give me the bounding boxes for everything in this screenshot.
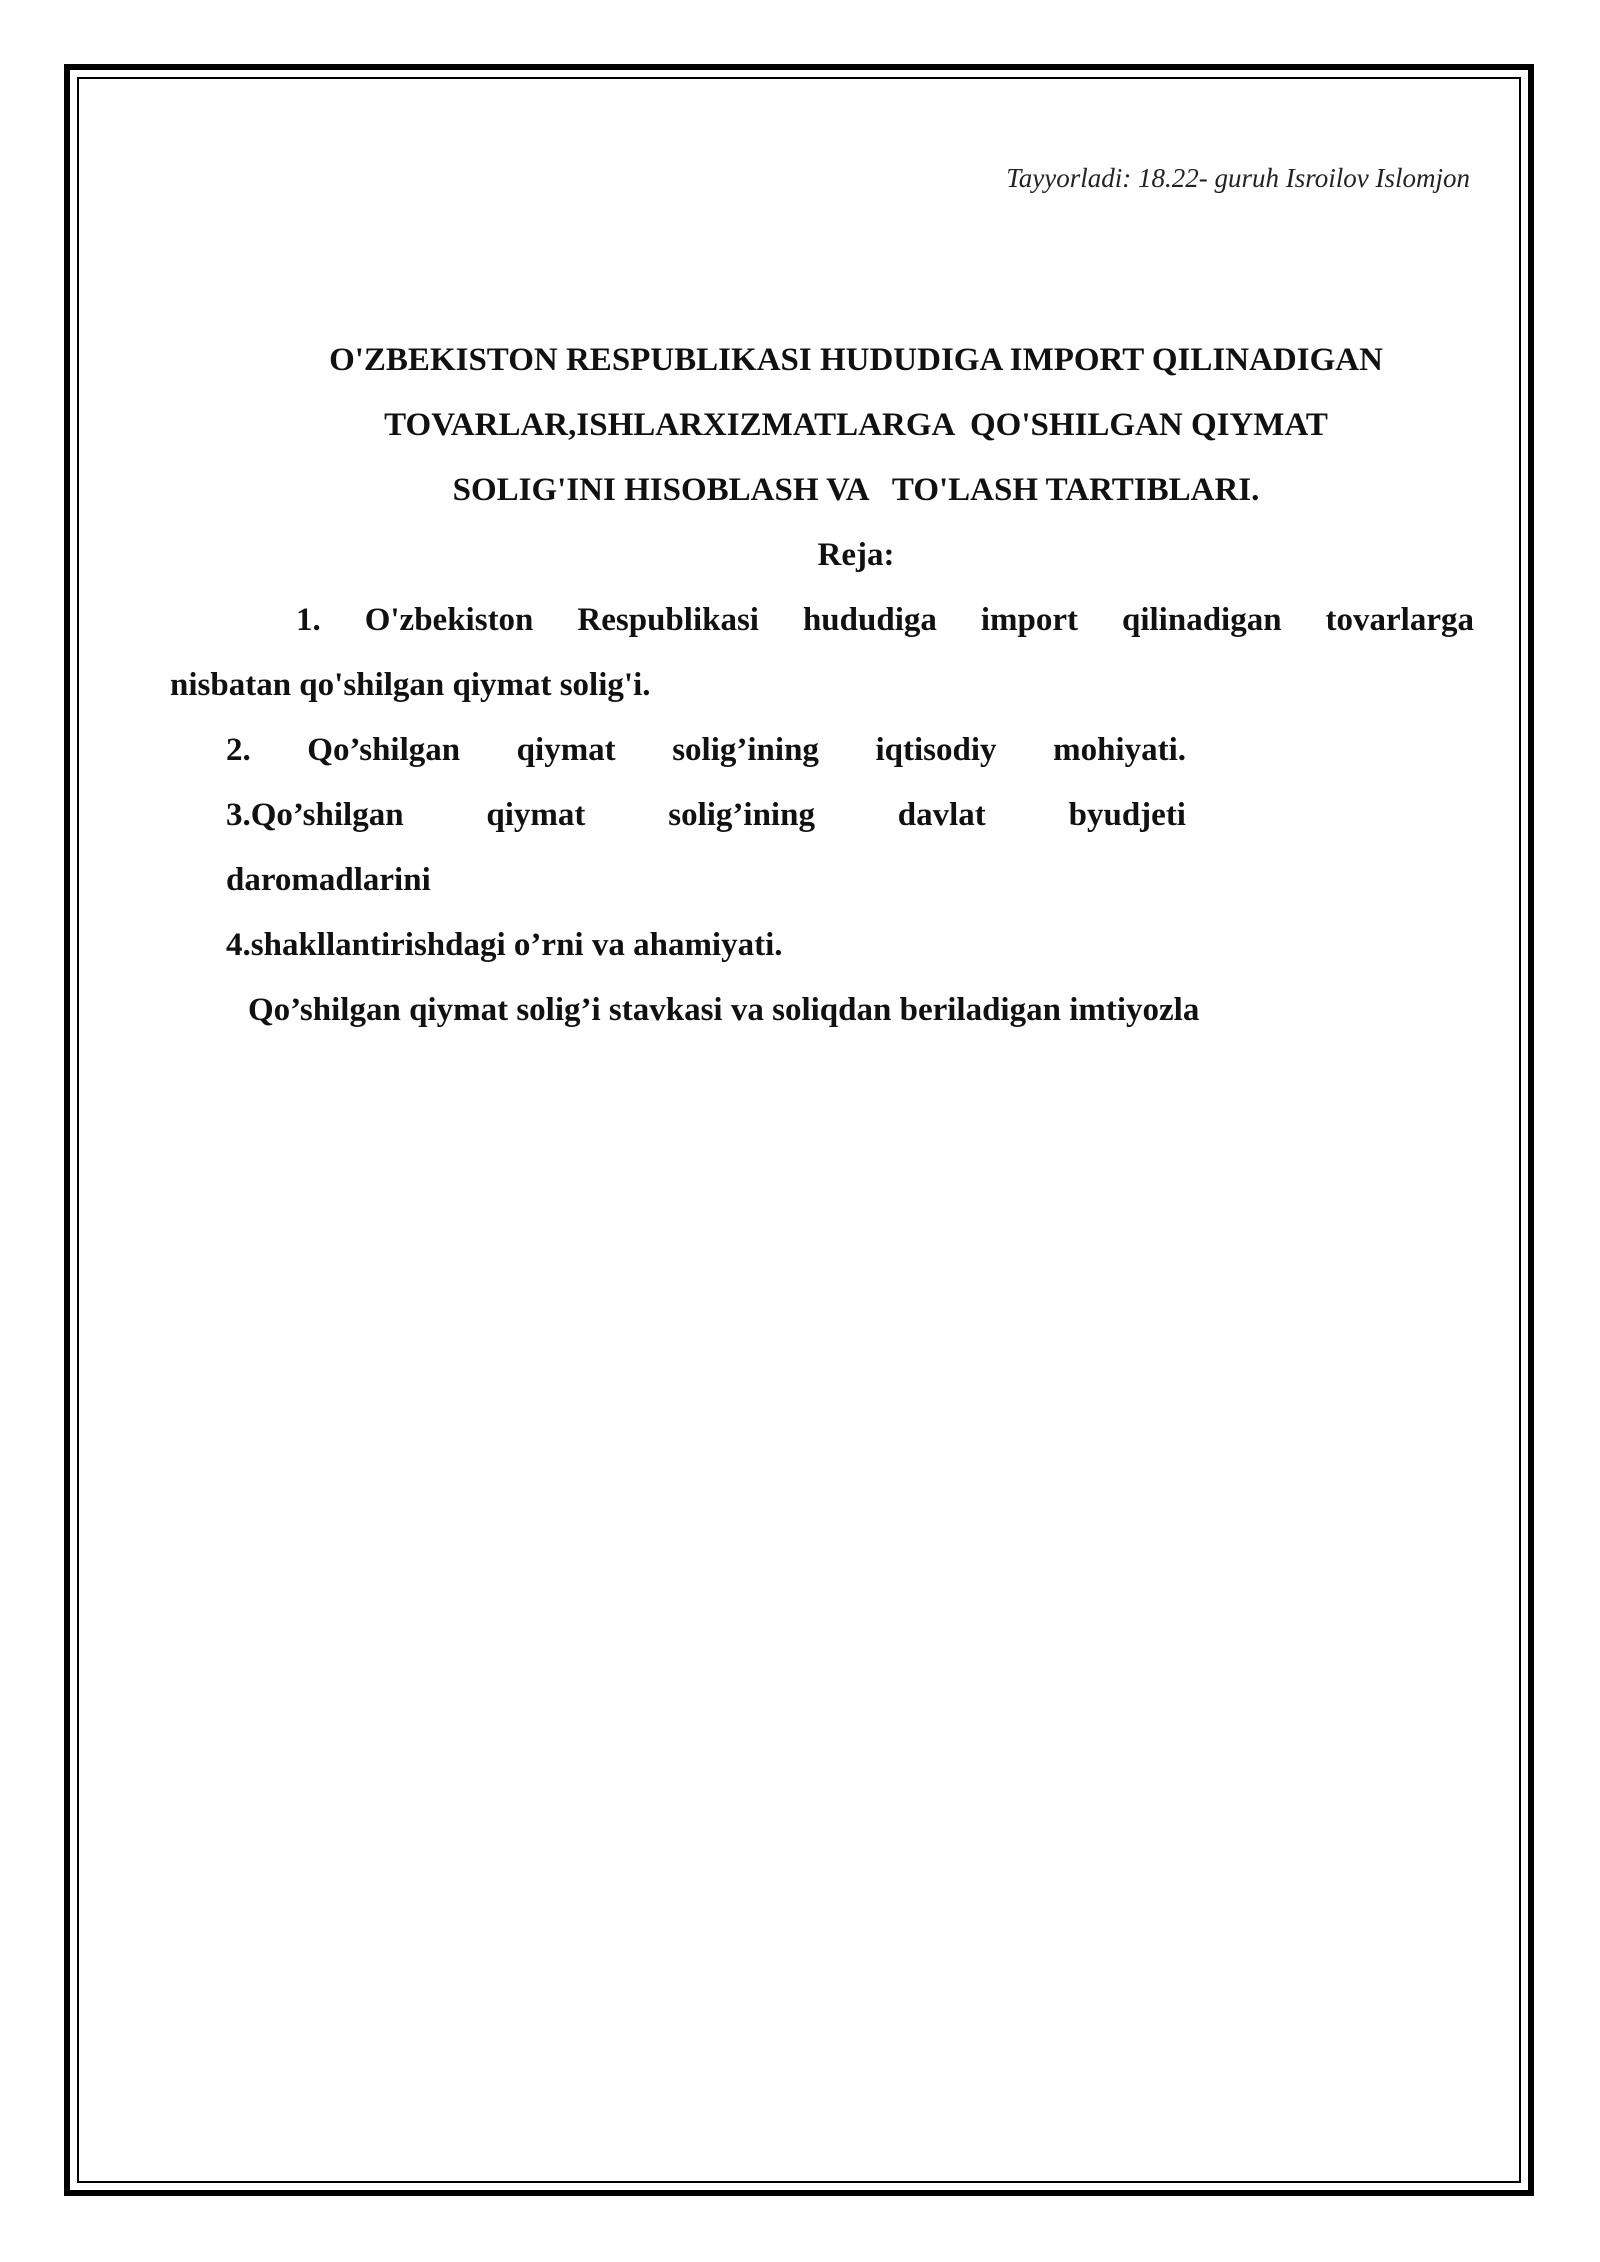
page-border-inner <box>77 77 1521 2183</box>
plan-item-1-word: tovarlarga <box>1325 602 1474 638</box>
plan-item-1-word: import <box>980 602 1079 638</box>
plan-item-1-word: Respublikasi <box>577 602 759 638</box>
plan-item-3-word: solig’ining <box>668 797 815 833</box>
plan-item-1-word: qilinadigan <box>1121 602 1282 638</box>
plan-item-3-word: davlat <box>897 797 986 833</box>
plan-item-1-word: hududiga <box>802 602 937 638</box>
plan-item-2 <box>226 732 1186 769</box>
plan-item-1-word: O'zbekiston <box>364 602 534 638</box>
plan-item-1-continuation: nisbatan qo'shilgan qiymat solig'i. <box>170 667 651 703</box>
title-line-2: TOVARLAR,ISHLARXIZMATLARGA QO'SHILGAN QIYMAT <box>384 407 1328 443</box>
plan-item-4: 4.shakllantirishdagi o’rni va ahamiyati. <box>226 927 783 963</box>
author-note: Tayyorladi: 18.22- guruh Isroilov Islomjon <box>1006 163 1470 193</box>
plan-item-1 <box>296 602 1474 639</box>
plan-item-3-word: byudjeti <box>1068 797 1186 833</box>
plan-heading: Reja: <box>817 537 895 573</box>
plan-item-1-word: 1. <box>296 602 321 638</box>
plan-item-2-word: 2. <box>226 732 251 768</box>
plan-item-2-word: solig’ining <box>672 732 819 768</box>
plan-item-5: Qo’shilgan qiymat solig’i stavkasi va soliqdan beriladigan imtiyozla <box>248 992 1200 1028</box>
plan-item-2-word: mohiyati. <box>1053 732 1186 768</box>
plan-item-3-word: qiymat <box>486 797 586 833</box>
plan-item-3-continuation: daromadlarini <box>226 862 431 898</box>
plan-item-3-word: 3.Qo’shilgan <box>226 797 404 833</box>
plan-item-2-word: Qo’shilgan <box>307 732 461 768</box>
title-line-3: SOLIG'INI HISOBLASH VA TO'LASH TARTIBLARI. <box>452 472 1260 508</box>
plan-item-2-word: qiymat <box>516 732 616 768</box>
title-line-1: O'ZBEKISTON RESPUBLIKASI HUDUDIGA IMPORT QILINADIGAN <box>329 342 1383 378</box>
plan-item-3 <box>226 797 1186 834</box>
plan-item-2-word: iqtisodiy <box>875 732 997 768</box>
